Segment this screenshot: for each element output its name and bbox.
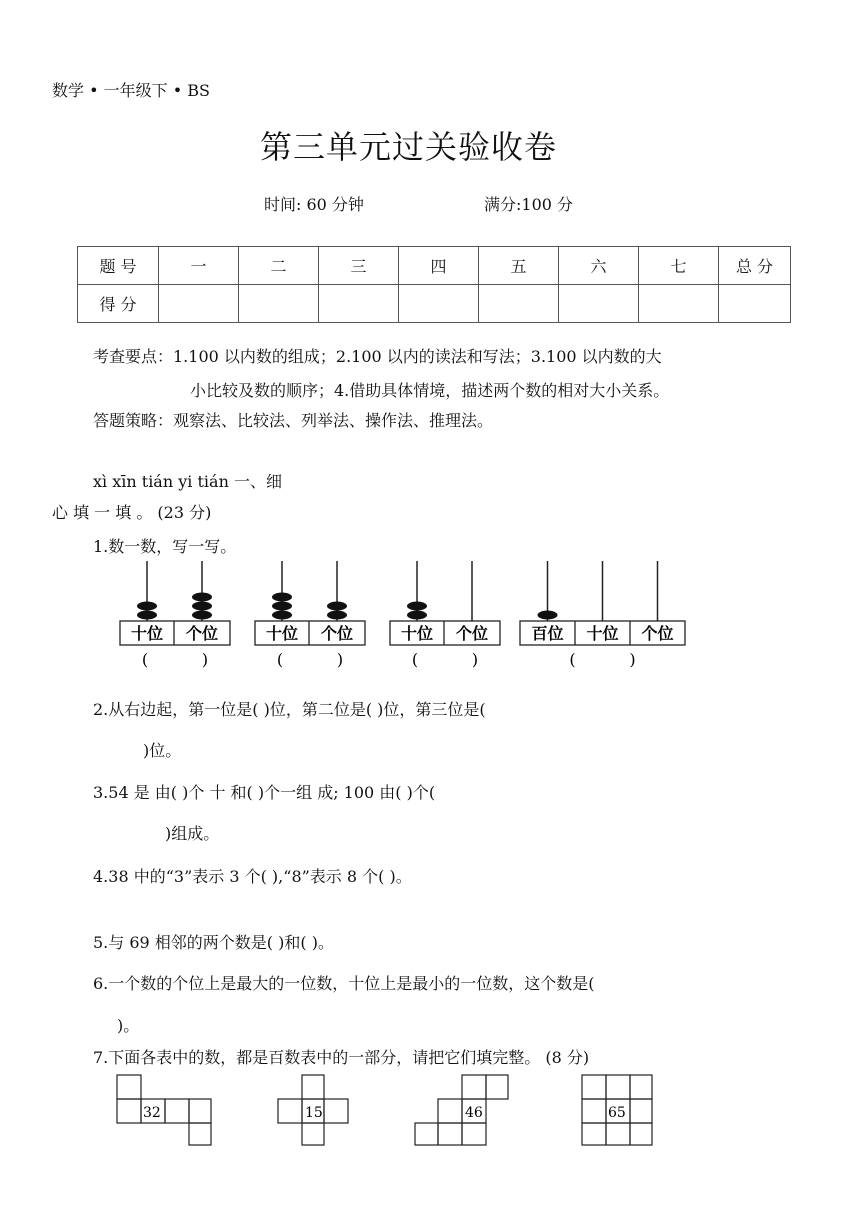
answer-paren-open: ( [276,650,284,669]
score-cell[interactable] [239,285,319,323]
exam-time: 时间: 60 分钟 [264,195,364,214]
place-label: 十位 [400,624,434,643]
answer-paren-close: ) [201,650,209,669]
col-2: 二 [239,247,319,285]
answer-strategy: 答题策略：观察法、比较法、列举法、操作法、推理法。 [93,411,494,430]
place-label: 十位 [130,624,164,643]
abacus-bead [327,602,347,611]
abacus-bead [272,602,292,611]
score-table [77,246,791,323]
score-cell[interactable] [719,285,791,323]
score-cell[interactable] [559,285,639,323]
col-7: 七 [639,247,719,285]
col-3: 三 [319,247,399,285]
col-4: 四 [399,247,479,285]
hundred-chart-fragments [110,1070,670,1160]
col-6: 六 [559,247,639,285]
abacus-bead [137,602,157,611]
question-3-line1: 3.54 是 由( )个 十 和( )个一组 成; 100 由( )个( [93,783,436,802]
answer-paren-open: ( [141,650,149,669]
answer-paren-open: ( [569,650,576,669]
score-cell[interactable] [639,285,719,323]
answer-paren-close: ) [629,650,636,669]
place-label: 个位 [455,624,489,643]
question-5: 5.与 69 相邻的两个数是( )和( )。 [93,933,334,952]
score-table-header-row [78,247,791,285]
section1-pinyin: xì xīn tián yi tián 一、细 [93,472,282,491]
abacus-bead [407,602,427,611]
page-title: 第三单元过关验收卷 [260,128,558,166]
score-cell[interactable] [319,285,399,323]
place-label: 百位 [531,624,564,643]
question-6-line1: 6.一个数的个位上是最大的一位数，十位上是最小的一位数，这个数是( [93,974,595,993]
question-6-line2: )。 [117,1016,140,1035]
col-1: 一 [159,247,239,285]
grid-3-number: 46 [465,1105,483,1121]
abacus-bead [272,611,292,620]
question-4: 4.38 中的“3”表示 3 个( ),“8”表示 8 个( )。 [93,867,412,886]
place-label: 十位 [586,624,619,643]
abacus-bead [192,611,212,620]
full-score: 满分:100 分 [484,195,574,214]
abacus-bead [407,611,427,620]
place-label: 个位 [641,624,674,643]
col-5: 五 [479,247,559,285]
abacus-bead [192,593,212,602]
question-7: 7.下面各表中的数，都是百数表中的一部分，请把它们填完整。 (8 分) [93,1048,590,1067]
abacus-bead [137,611,157,620]
score-cell[interactable] [159,285,239,323]
grid-4-number: 65 [608,1105,626,1121]
grid-2-number: 15 [305,1105,323,1121]
answer-paren-close: ) [471,650,479,669]
answer-paren-close: ) [336,650,344,669]
answer-paren-open: ( [411,650,419,669]
grid-fragment-3 [415,1075,508,1145]
abacus-bead [327,611,347,620]
question-2-line1: 2.从右边起，第一位是( )位，第二位是( )位，第三位是( [93,700,486,719]
abacus-group [120,561,230,669]
question-3-line2: )组成。 [165,824,220,843]
abacus-group [255,561,365,669]
key-points-line1: 考查要点：1.100 以内数的组成；2.100 以内的读法和写法；3.100 以内数的大 [93,347,662,366]
score-table-score-row [78,285,791,323]
key-points-line2: 小比较及数的顺序；4.借助具体情境，描述两个数的相对大小关系。 [190,381,670,400]
place-label: 个位 [185,624,219,643]
place-label: 个位 [320,624,354,643]
score-label: 得 分 [78,285,159,323]
question-2-line2: )位。 [143,741,182,760]
grid-1-number: 32 [143,1105,161,1121]
abacus-bead [272,593,292,602]
place-label: 十位 [265,624,299,643]
total-label: 总 分 [719,247,791,285]
abacus-group [390,561,500,669]
score-cell[interactable] [479,285,559,323]
abacus-bead [192,602,212,611]
abacus-diagram [110,555,710,675]
header-subject: 数学 • 一年级下 • BS [52,81,210,100]
score-cell[interactable] [399,285,479,323]
grid-fragment-1 [117,1075,211,1145]
question-1: 1.数一数，写一写。 [93,537,237,556]
abacus-bead [538,611,558,620]
section1-heading: 心 填 一 填 。 (23 分) [52,503,212,522]
abacus-group [520,561,685,669]
question-number-label: 题 号 [78,247,159,285]
